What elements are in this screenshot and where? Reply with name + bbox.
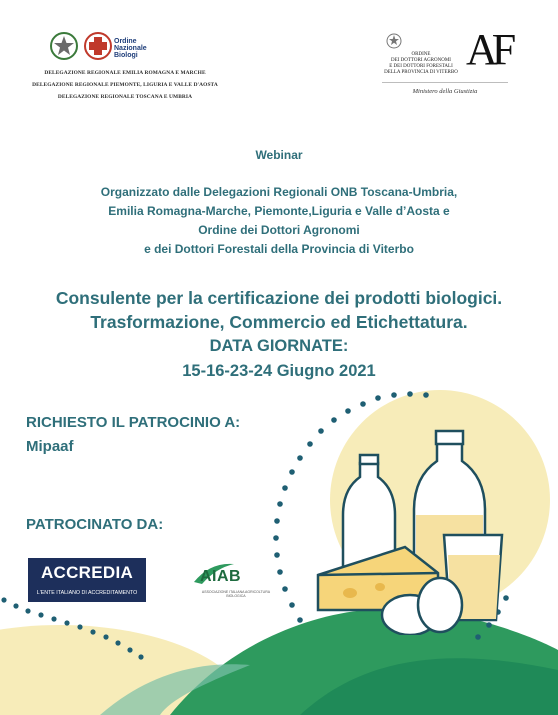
webinar-label: Webinar <box>255 148 303 162</box>
onb-logo-text: Ordine Nazionale Biologi <box>114 38 147 59</box>
ministero-label: Ministero della Giustizia <box>412 88 478 95</box>
delegation-line: DELEGAZIONE REGIONALE PIEMONTE, LIGURIA E VALLE D'AOSTA <box>32 82 218 88</box>
divider <box>382 82 508 83</box>
delegation-line: DELEGAZIONE REGIONALE EMILIA ROMAGNA E MARCHE <box>44 70 206 76</box>
event-dates: 15-16-23-24 Giugno 2021 <box>182 362 376 380</box>
accredia-logo-subtitle: L'ENTE ITALIANO DI ACCREDITAMENTO <box>36 590 138 596</box>
event-title-line: Consulente per la certificazione dei prodotti biologici. <box>55 288 503 308</box>
organizers-line: Emilia Romagna-Marche, Piemonte,Liguria e Valle d’Aosta e <box>108 204 450 218</box>
aiab-logo-subtitle: ASSOCIAZIONE ITALIANA AGRICOLTURA BIOLOGICA <box>201 590 271 598</box>
onb-logo <box>48 30 178 64</box>
accredia-logo-name: ACCREDIA <box>40 563 134 582</box>
aiab-logo-name: AIAB <box>200 568 242 585</box>
organizers-line: Organizzato dalle Delegazioni Regionali ONB Toscana-Umbria, <box>100 185 458 199</box>
organizers-line: Ordine dei Dottori Agronomi <box>198 223 360 237</box>
patronage-requested-label: RICHIESTO IL PATROCINIO A: <box>26 414 241 431</box>
patronage-requested-org: Mipaaf <box>26 438 74 455</box>
patronage-granted-label: PATROCINATO DA: <box>26 516 164 533</box>
event-title-line: Trasformazione, Commercio ed Etichettatura. <box>90 312 468 332</box>
organizers-line: e dei Dottori Forestali della Provincia di Viterbo <box>144 242 414 256</box>
af-monogram: AF <box>466 25 511 74</box>
delegation-line: DELEGAZIONE REGIONALE TOSCANA E UMBRIA <box>57 94 193 100</box>
egg <box>418 578 462 632</box>
italian-emblem-icon <box>386 32 402 50</box>
dairy-illustration <box>310 425 510 635</box>
af-org-text: ORDINE DEI DOTTORI AGRONOMI E DEI DOTTORI FORESTALI DELLA PROVINCIA DI VITERBO <box>384 52 458 75</box>
dates-label: DATA GIORNATE: <box>209 337 349 355</box>
